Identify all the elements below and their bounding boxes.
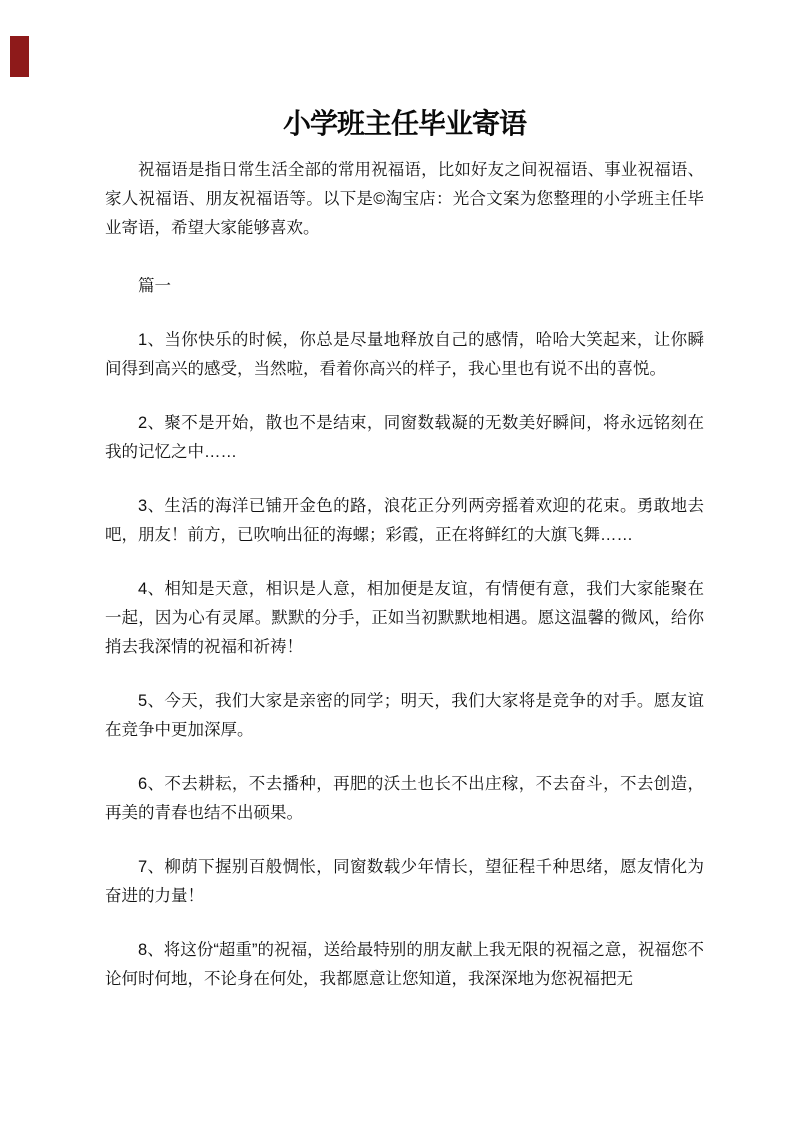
item-paragraph-8: 8、将这份“超重”的祝福，送给最特别的朋友献上我无限的祝福之意，祝福您不论何时何地，不论身在何处，我都愿意让您知道，我深深地为您祝福把无: [105, 941, 704, 988]
item-paragraph-5: 5、今天，我们大家是亲密的同学；明天，我们大家将是竞争的对手。愿友谊在竞争中更加深厚。: [105, 692, 704, 739]
intro-paragraph: 祝福语是指日常生活全部的常用祝福语，比如好友之间祝福语、事业祝福语、家人祝福语、朋友祝福语等。以下是©淘宝店：光合文案为您整理的小学班主任毕业寄语，希望大家能够喜欢。: [105, 161, 704, 237]
item-paragraph-7: 7、柳荫下握别百般惆怅，同窗数载少年情长，望征程千种思绪，愿友情化为奋进的力量！: [105, 858, 704, 905]
item-paragraph-3: 3、生活的海洋已铺开金色的路，浪花正分列两旁摇着欢迎的花束。勇敢地去吧，朋友！前方，已吹响出征的海螺；彩霞，正在将鲜红的大旗飞舞……: [105, 497, 704, 544]
item-paragraph-6: 6、不去耕耘，不去播种，再肥的沃土也长不出庄稼，不去奋斗，不去创造，再美的青春也结不出硕果。: [105, 775, 704, 822]
item-paragraph-2: 2、聚不是开始，散也不是结束，同窗数载凝的无数美好瞬间，将永远铭刻在我的记忆之中……: [105, 414, 704, 461]
item-paragraph-1: 1、当你快乐的时候，你总是尽量地释放自己的感情，哈哈大笑起来，让你瞬间得到高兴的感受，当然啦，看着你高兴的样子，我心里也有说不出的喜悦。: [105, 331, 704, 378]
section-heading: 篇一: [138, 277, 171, 295]
document-title: 小学班主任毕业寄语: [282, 108, 526, 139]
item-paragraph-4: 4、相知是天意，相识是人意，相加便是友谊，有情便有意，我们大家能聚在一起，因为心有灵犀。默默的分手，正如当初默默地相遇。愿这温馨的微风，给你捎去我深情的祝福和祈祷！: [105, 580, 704, 656]
